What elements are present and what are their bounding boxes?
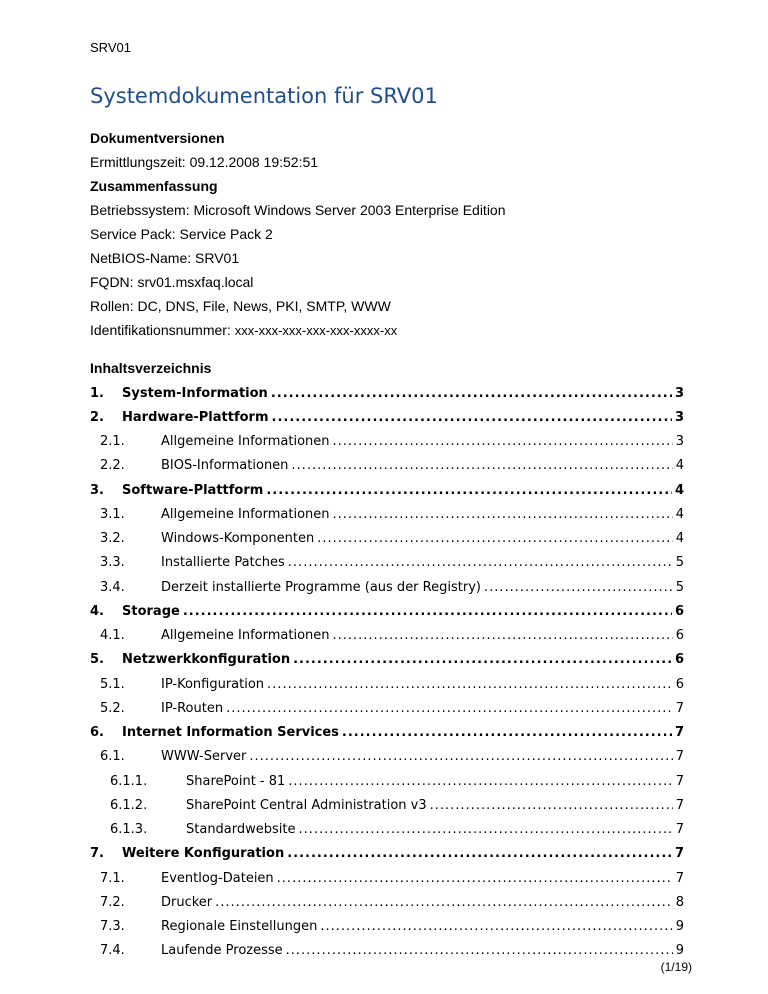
toc-entry-title: Drucker — [161, 894, 213, 910]
toc-entry-number: 7.4. — [100, 943, 125, 959]
toc-entry-page: 7 — [675, 797, 684, 813]
toc-entry-page: 7 — [675, 822, 684, 838]
toc-dot-leader — [226, 701, 673, 716]
toc-entry-page: 7 — [675, 870, 684, 886]
toc-entry-page: 5 — [675, 579, 684, 595]
toc-entry-title: Storage — [122, 603, 180, 619]
toc-dot-leader — [286, 943, 673, 958]
toc-dot-leader — [277, 871, 673, 886]
toc-entry-title: Allgemeine Informationen — [161, 506, 330, 522]
toc-entry[interactable] — [90, 842, 684, 866]
doc-versions-heading: Dokumentversionen — [90, 130, 225, 146]
toc-entry-number: 5. — [90, 652, 104, 668]
toc-entry[interactable] — [90, 866, 684, 890]
toc-entry-page: 6 — [674, 603, 684, 619]
toc-entry-page: 4 — [675, 458, 684, 474]
toc-entry-title: Hardware-Plattform — [122, 409, 269, 425]
toc-entry-number: 5.2. — [100, 700, 125, 716]
toc-entry-page: 7 — [675, 773, 684, 789]
toc-entry-number: 6. — [90, 725, 104, 741]
document-title: Systemdokumentation für SRV01 — [90, 84, 438, 108]
toc-entry-page: 5 — [675, 555, 684, 571]
toc-entry[interactable] — [90, 624, 684, 648]
toc-dot-leader — [320, 919, 672, 934]
toc-dot-leader — [333, 507, 673, 522]
toc-entry[interactable] — [90, 721, 684, 745]
toc-entry-page: 7 — [674, 725, 684, 741]
toc-heading: Inhaltsverzeichnis — [90, 360, 212, 376]
toc-dot-leader — [291, 458, 672, 473]
toc-dot-leader — [299, 822, 673, 837]
toc-entry-number: 7.3. — [100, 919, 125, 935]
toc-dot-leader — [484, 580, 673, 595]
toc-entry-title: BIOS-Informationen — [161, 458, 289, 474]
toc-entry-title: Standardwebsite — [186, 822, 296, 838]
toc-entry-page: 6 — [674, 652, 684, 668]
toc-entry-title: Internet Information Services — [122, 725, 339, 741]
page-header: SRV01 — [90, 40, 131, 55]
toc-entry[interactable] — [90, 745, 684, 769]
toc-entry[interactable] — [90, 696, 684, 720]
toc-entry-number: 3. — [90, 482, 104, 498]
toc-entry-page: 3 — [675, 434, 684, 450]
toc-entry-title: Installierte Patches — [161, 555, 285, 571]
toc-entry[interactable] — [90, 454, 684, 478]
toc-entry-title: Regionale Einstellungen — [161, 919, 318, 935]
toc-entry-number: 7. — [90, 846, 104, 862]
toc-entry[interactable] — [90, 890, 684, 914]
toc-entry-title: IP-Konfiguration — [161, 676, 265, 692]
toc-entry[interactable] — [90, 551, 684, 575]
toc-entry[interactable] — [90, 405, 684, 429]
toc-entry-page: 3 — [674, 409, 684, 425]
toc-entry-title: Netzwerkkonfiguration — [122, 652, 291, 668]
toc-entry-number: 3.1. — [100, 506, 125, 522]
toc-entry-number: 1. — [90, 385, 104, 401]
toc-dot-leader — [215, 895, 673, 910]
toc-dot-leader — [183, 604, 672, 619]
toc-entry[interactable] — [90, 939, 684, 963]
toc-entry-number: 4.1. — [100, 628, 125, 644]
toc-entry[interactable] — [90, 527, 684, 551]
toc-entry-number: 5.1. — [100, 676, 125, 692]
toc-entry-page: 7 — [675, 700, 684, 716]
toc-entry-title: IP-Routen — [161, 700, 224, 716]
toc-entry[interactable] — [90, 599, 684, 623]
document-info — [90, 126, 690, 342]
id-value: xxx-xxx-xxx-xxx-xxx-xxxx-xx — [234, 323, 398, 338]
toc-entry[interactable] — [90, 648, 684, 672]
toc-entry-number: 7.1. — [100, 870, 125, 886]
ermittlungszeit: Ermittlungszeit: 09.12.2008 19:52:51 — [90, 154, 319, 170]
toc-dot-leader — [288, 774, 672, 789]
toc-entry-number: 2.2. — [100, 458, 125, 474]
toc-entry-number: 2.1. — [100, 434, 125, 450]
toc-dot-leader — [271, 386, 672, 401]
toc-entry-page: 3 — [674, 385, 684, 401]
fqdn: FQDN: srv01.msxfaq.local — [90, 274, 254, 290]
toc-entry-page: 9 — [675, 943, 684, 959]
toc-entry-title: Derzeit installierte Programme (aus der Registry) — [161, 579, 481, 595]
toc-entry[interactable] — [90, 430, 684, 454]
toc-entry-number: 6.1.3. — [110, 822, 148, 838]
toc-entry[interactable] — [90, 502, 684, 526]
page-number: (1/19) — [660, 960, 692, 974]
toc-entry-title: Eventlog-Dateien — [161, 870, 274, 886]
toc-dot-leader — [317, 531, 672, 546]
summary-heading: Zusammenfassung — [90, 178, 218, 194]
toc-entry[interactable] — [90, 818, 684, 842]
toc-entry[interactable] — [90, 915, 684, 939]
toc-entry-page: 8 — [675, 894, 684, 910]
toc-entry-page: 4 — [674, 482, 684, 498]
toc-dot-leader — [272, 410, 672, 425]
toc-dot-leader — [287, 846, 672, 861]
toc-entry-title: System-Information — [122, 385, 268, 401]
toc-entry-title: Laufende Prozesse — [161, 943, 283, 959]
toc-entry-title: Software-Plattform — [122, 482, 264, 498]
toc-entry-page: 9 — [675, 919, 684, 935]
table-of-contents — [90, 381, 684, 963]
toc-dot-leader — [342, 725, 672, 740]
betriebssystem: Betriebssystem: Microsoft Windows Server 2003 Enterprise Edition — [90, 202, 506, 218]
toc-dot-leader — [293, 652, 672, 667]
toc-entry-title: Weitere Konfiguration — [122, 846, 285, 862]
id-label: Identifikationsnummer: — [90, 322, 235, 338]
toc-entry-number: 4. — [90, 603, 104, 619]
toc-entry-page: 6 — [675, 628, 684, 644]
toc-dot-leader — [288, 555, 673, 570]
toc-entry-title: Allgemeine Informationen — [161, 628, 330, 644]
toc-entry-page: 7 — [675, 749, 684, 765]
toc-entry-number: 3.4. — [100, 579, 125, 595]
toc-entry[interactable] — [90, 769, 684, 793]
toc-entry-number: 6.1.2. — [110, 797, 148, 813]
identifikationsnummer — [90, 318, 690, 342]
toc-entry-title: WWW-Server — [161, 749, 247, 765]
toc-entry-number: 3.3. — [100, 555, 125, 571]
toc-dot-leader — [333, 434, 673, 449]
toc-dot-leader — [266, 483, 672, 498]
toc-entry[interactable] — [90, 575, 684, 599]
toc-entry-title: Windows-Komponenten — [161, 531, 315, 547]
toc-entry-page: 7 — [674, 846, 684, 862]
toc-dot-leader — [267, 677, 673, 692]
toc-entry-number: 7.2. — [100, 894, 125, 910]
toc-dot-leader — [333, 628, 673, 643]
toc-dot-leader — [430, 798, 673, 813]
toc-entry-page: 6 — [675, 676, 684, 692]
service-pack: Service Pack: Service Pack 2 — [90, 226, 273, 242]
toc-entry-page: 4 — [675, 531, 684, 547]
toc-entry[interactable] — [90, 672, 684, 696]
toc-entry-number: 3.2. — [100, 531, 125, 547]
toc-entry-number: 2. — [90, 409, 104, 425]
toc-entry[interactable] — [90, 381, 684, 405]
toc-entry-page: 4 — [675, 506, 684, 522]
toc-entry-number: 6.1. — [100, 749, 125, 765]
toc-entry-title: SharePoint - 81 — [186, 773, 286, 789]
toc-entry-title: Allgemeine Informationen — [161, 434, 330, 450]
netbios-name: NetBIOS-Name: SRV01 — [90, 250, 240, 266]
toc-entry-number: 6.1.1. — [110, 773, 148, 789]
rollen: Rollen: DC, DNS, File, News, PKI, SMTP, WWW — [90, 298, 391, 314]
toc-dot-leader — [249, 749, 672, 764]
toc-entry-title: SharePoint Central Administration v3 — [186, 797, 427, 813]
toc-entry[interactable] — [90, 793, 684, 817]
toc-entry[interactable] — [90, 478, 684, 502]
